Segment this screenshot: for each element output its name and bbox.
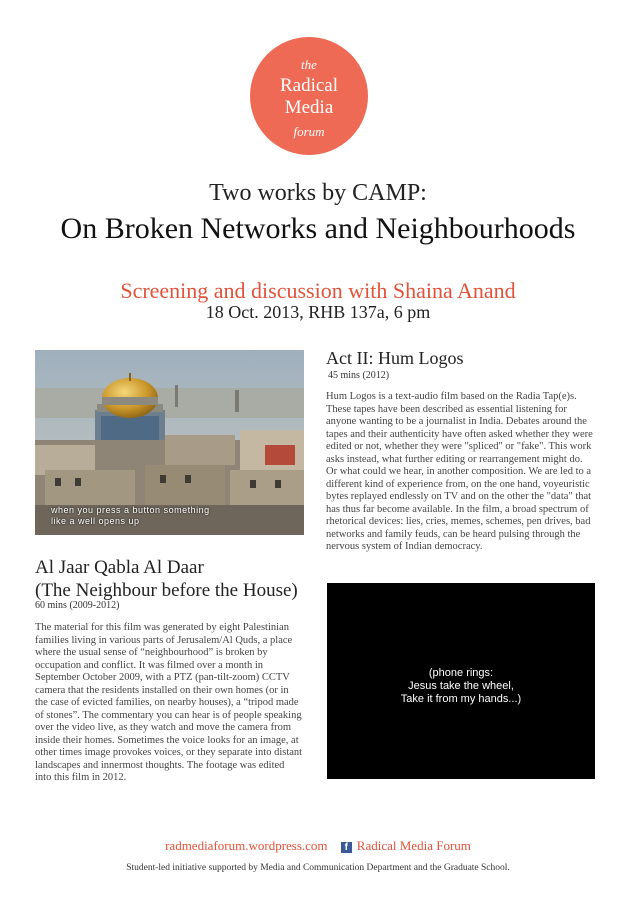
video-subtitle-line3: Take it from my hands...) — [400, 693, 522, 705]
film1-description: The material for this film was generated by eight Palestinian families living in various parts of Jerusalem/Al Quds, a place where the usual sense of “neighbourhood” is broken by occupation and conflict. It was filmed over a month in September October 2009, with a PTZ (pan-tilt-zoom) CCTV camera that the residents installed on their own homes (or in the case of evicted families, on nearby houses), a “tripod made of stones”. The commentary you can hear is of people speaking over the video live, as they watch and move the camera from inside their homes. Sometimes the voice looks for an image, at other times image provokes voices, or they separate into distant landscapes and innermost thoughts. The footage was edited into this film in 2012. — [35, 622, 303, 783]
website-link[interactable]: radmediaforum.wordpress.com — [165, 838, 328, 853]
radical-media-forum-logo — [250, 37, 368, 155]
event-subtitle: Screening and discussion with Shaina Anand — [120, 278, 516, 303]
logo-radical: Radical — [279, 75, 339, 96]
film1-title-line2: (The Neighbour before the House) — [35, 580, 298, 601]
logo-the: the — [301, 57, 317, 72]
film2-description: Hum Logos is a text-audio film based on the Radia Tap(e)s. These tapes have been described as essential listening for anyone wanting to be a journalist in India. Debates around the tapes and their authenticity have often asked whether they were edited or not, whether they were "spliced" or "fake". This work asks instead, what further editing or rearrangement might do. Or what could we hear, in another composition. We are led to a different kind of experience from, on the one hand, voyeuristic bytes replayed endlessly on TV and on the other the "data" that has thus far become available. In the film, a broad spectrum of rhetorical devices: lies, cries, memes, schemes, pen drives, bad networks and family feuds, can be heard pulsing through the nervous system of Indian democracy. — [326, 391, 593, 552]
film2-duration: 45 mins (2012) — [328, 370, 390, 381]
event-details: 18 Oct. 2013, RHB 137a, 6 pm — [205, 302, 431, 322]
film1-duration: 60 mins (2009-2012) — [35, 600, 120, 611]
logo-forum: forum — [293, 124, 325, 139]
film2-video-still — [327, 583, 595, 779]
logo-media: Media — [284, 97, 334, 118]
footer-links — [0, 838, 636, 854]
caption-line2: like a well opens up — [51, 516, 140, 526]
film1-title-line1: Al Jaar Qabla Al Daar — [35, 557, 204, 578]
page-title: On Broken Networks and Neighbourhoods — [60, 212, 576, 245]
header-line1: Two works by CAMP: — [209, 180, 427, 206]
footer-note: Student-led initiative supported by Media and Communication Department and the Graduate School. — [126, 863, 510, 873]
film1-still-caption — [51, 505, 210, 527]
video-subtitle — [327, 667, 595, 706]
video-subtitle-line2: Jesus take the wheel, — [408, 680, 514, 692]
facebook-link[interactable]: Radical Media Forum — [356, 838, 471, 853]
caption-line1: when you press a button something — [51, 505, 210, 515]
film2-title: Act II: Hum Logos — [326, 348, 464, 368]
video-subtitle-line1: (phone rings: — [428, 667, 494, 679]
facebook-icon: f — [341, 842, 352, 853]
film1-still-image — [35, 350, 304, 535]
